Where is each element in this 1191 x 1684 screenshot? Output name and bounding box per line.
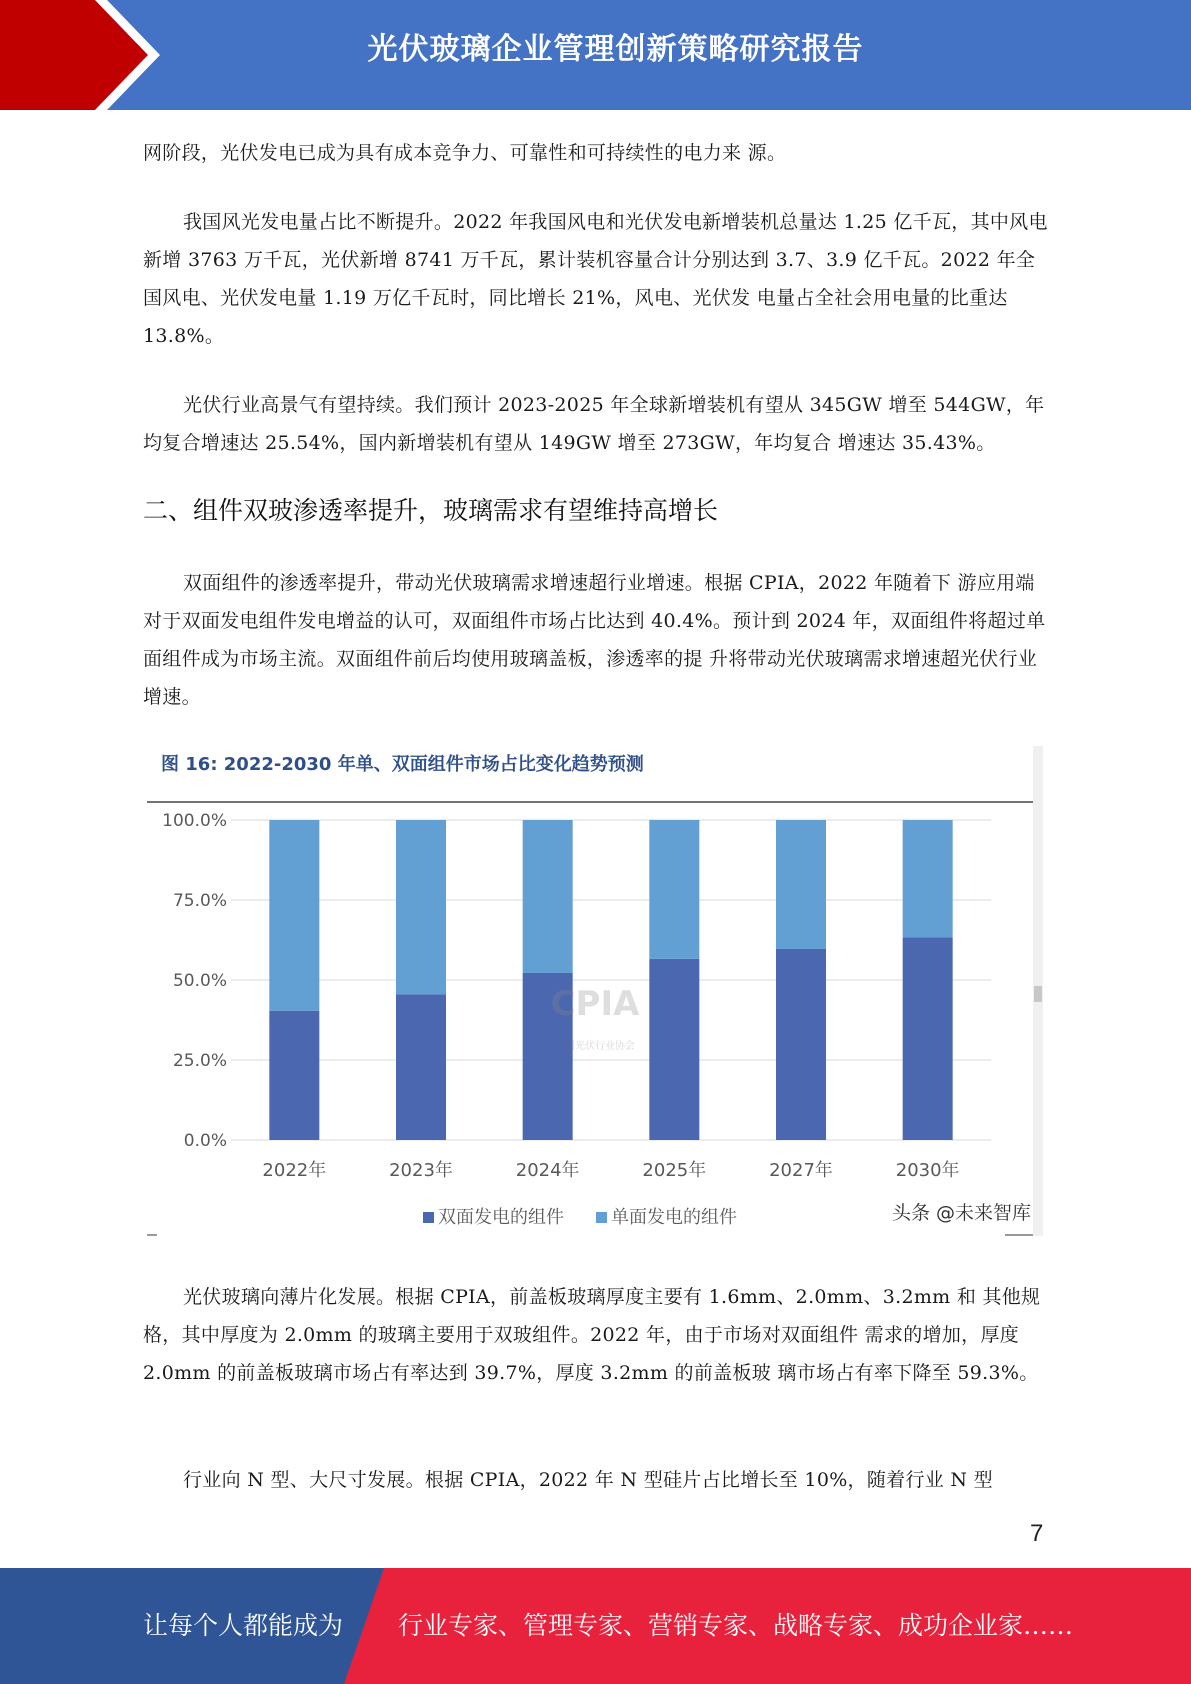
x-tick-label: 2025年: [642, 1160, 707, 1181]
x-tick-label: 2030年: [895, 1160, 960, 1181]
section-heading: 二、组件双玻渗透率提升，玻璃需求有望维持高增长: [143, 496, 719, 525]
watermark-logo: CPIA: [550, 984, 640, 1024]
x-tick-label: 2027年: [769, 1160, 833, 1181]
page-header: [0, 0, 1191, 110]
report-title: 光伏玻璃企业管理创新策略研究报告: [367, 32, 864, 67]
paragraph-4: 双面组件的渗透率提升，带动光伏玻璃需求增速超行业增速。根据 CPIA，2022 年随着下 游应用端对于双面发电组件发电增益的认可，双面组件市场占比达到 40.4%。预计到 2024 年，双面组件将超过单面组件成为市场主流。双面组件前后均使用玻璃盖板，渗透率的提 升将带动光伏玻璃需求增速超光伏行业增速。: [143, 572, 1046, 708]
bar-segment-monofacial: [649, 820, 699, 959]
legend-label: 单面发电的组件: [611, 1207, 737, 1228]
stacked-bar-chart: [143, 746, 1033, 1236]
paragraph-1-block: [143, 134, 1048, 172]
x-tick-label: 2023年: [389, 1160, 453, 1181]
watermark-subtitle: 中国光伏行业协会: [555, 1041, 635, 1052]
figure-16: [143, 746, 1043, 1236]
y-tick-label: 0.0%: [183, 1131, 227, 1151]
bar-segment-bifacial: [396, 994, 446, 1140]
y-tick-label: 50.0%: [172, 971, 227, 991]
paragraph-6-block: [143, 1461, 1048, 1499]
paragraph-6: 行业向 N 型、大尺寸发展。根据 CPIA，2022 年 N 型硅片占比增长至 10%，随着行业 N 型: [183, 1469, 993, 1491]
bar-segment-bifacial: [269, 1011, 319, 1140]
chart-gridlines: [231, 820, 991, 1140]
bar-segment-bifacial: [776, 949, 826, 1140]
legend-label: 双面发电的组件: [438, 1207, 564, 1228]
paragraph-5-block: [143, 1278, 1048, 1392]
footer-slogan-right: 行业专家、管理专家、营销专家、战略专家、成功企业家……: [398, 1611, 1074, 1640]
paragraph-2-block: [143, 203, 1048, 355]
y-axis-ticks: [162, 811, 227, 1151]
scrollbar-thumb: [1034, 986, 1042, 1002]
chart-legend: [423, 1207, 737, 1228]
bar-segment-bifacial: [903, 937, 953, 1140]
source-credit: 头条 @未来智库: [891, 1202, 1031, 1224]
y-tick-label: 25.0%: [172, 1051, 227, 1071]
bar-segment-bifacial: [649, 959, 699, 1140]
page-number: 7: [1030, 1520, 1044, 1547]
figure-title: 图 16: 2022-2030 年单、双面组件市场占比变化趋势预测: [161, 754, 644, 775]
y-tick-label: 100.0%: [162, 811, 227, 831]
figure-scrollbar: [1033, 746, 1043, 1236]
page-footer: [0, 1568, 1191, 1684]
paragraph-3: 光伏行业高景气有望持续。我们预计 2023-2025 年全球新增装机有望从 345GW 增至 544GW，年均复合增速达 25.54%，国内新增装机有望从 149GW 增至 273GW，年均复合 增速达 35.43%。: [143, 394, 1045, 454]
section-heading-block: [143, 491, 1048, 527]
bar-segment-monofacial: [776, 820, 826, 949]
paragraph-2: 我国风光发电量占比不断提升。2022 年我国风电和光伏发电新增装机总量达 1.25 亿千瓦，其中风电新增 3763 万千瓦，光伏新增 8741 万千瓦，累计装机容量合计分别达到 3.7、3.9 亿千瓦。2022 年全国风电、光伏发电量 1.19 万亿千瓦时，同比增长 21%，风电、光伏发 电量占全社会用电量的比重达 13.8%。: [143, 211, 1048, 347]
legend-swatch: [423, 1212, 434, 1223]
cpia-watermark: [551, 984, 641, 1052]
bar-segment-monofacial: [396, 820, 446, 994]
x-tick-label: 2022年: [262, 1160, 327, 1181]
paragraph-3-block: [143, 386, 1048, 462]
paragraph-1: 网阶段，光伏发电已成为具有成本竞争力、可靠性和可持续性的电力来 源。: [143, 142, 787, 164]
x-tick-label: 2024年: [515, 1160, 580, 1181]
bar-segment-monofacial: [903, 820, 953, 937]
footer-slogan-left: 让每个人都能成为: [143, 1611, 344, 1640]
y-tick-label: 75.0%: [172, 891, 227, 911]
bar-segment-monofacial: [523, 820, 573, 973]
paragraph-5: 光伏玻璃向薄片化发展。根据 CPIA，前盖板玻璃厚度主要有 1.6mm、2.0mm、3.2mm 和 其他规格，其中厚度为 2.0mm 的玻璃主要用于双玻组件。2022 年，由于市场对双面组件 需求的增加，厚度 2.0mm 的前盖板玻璃市场占有率达到 39.7%，厚度 3.2mm 的前盖板玻 璃市场占有率下降至 59.3%。: [143, 1286, 1041, 1384]
x-axis-ticks: [262, 1159, 959, 1181]
bar-segment-monofacial: [269, 820, 319, 1011]
legend-swatch: [596, 1212, 607, 1223]
paragraph-4-block: [143, 564, 1048, 716]
